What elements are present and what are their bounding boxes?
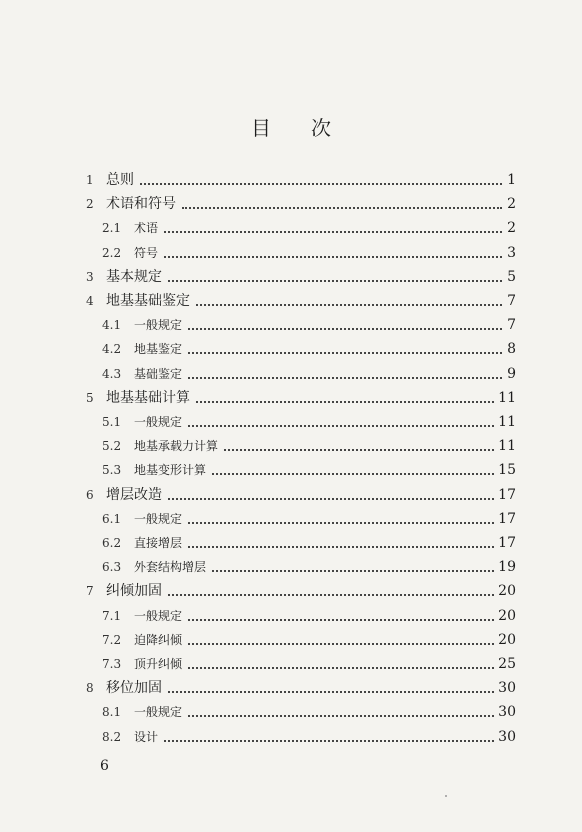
toc-entry-page: 11 <box>498 414 516 430</box>
toc-leader-dots <box>168 498 494 500</box>
toc-entry <box>0 654 582 674</box>
toc-entry-title: 地基鉴定 <box>134 342 183 357</box>
toc-entry-page: 20 <box>498 607 516 624</box>
toc-entry <box>0 364 582 384</box>
toc-leader-dots <box>188 328 502 330</box>
toc-entry <box>0 267 582 287</box>
toc-entry-page: 17 <box>498 535 516 551</box>
toc-leader-dots <box>212 473 494 475</box>
toc-leader-dots <box>188 715 494 717</box>
toc-leader-dots <box>212 570 494 572</box>
toc-entry <box>0 485 582 505</box>
toc-leader-dots <box>188 425 494 427</box>
toc-entry-title: 地基变形计算 <box>134 463 207 478</box>
toc-entry-number: 6.2 <box>102 536 122 550</box>
toc-entry-page: 11 <box>498 389 516 406</box>
toc-entry-number: 6.3 <box>102 560 122 575</box>
toc-entry-title: 符号 <box>134 245 159 260</box>
toc-entry <box>0 412 582 432</box>
toc-entry <box>0 243 582 263</box>
toc-entry <box>0 170 582 190</box>
toc-leader-dots <box>168 594 494 596</box>
toc-entry-number: 7.2 <box>102 632 122 647</box>
toc-entry-number: 4 <box>86 294 94 308</box>
toc-entry-number: 2.2 <box>102 245 122 260</box>
toc-entry-title: 外套结构增层 <box>134 560 207 575</box>
toc-entry <box>0 194 582 214</box>
toc-entry <box>0 509 582 529</box>
toc-entry <box>0 606 582 626</box>
toc-entry-page: 7 <box>507 317 516 334</box>
toc-leader-dots <box>188 643 494 645</box>
toc-entry-page: 1 <box>507 172 516 188</box>
toc-leader-dots <box>168 691 494 693</box>
toc-entry-page: 30 <box>498 704 516 721</box>
toc-leader-dots <box>164 740 494 742</box>
toc-entry-title: 一般规定 <box>134 511 183 526</box>
toc-leader-dots <box>168 280 502 282</box>
toc-entry-number: 3 <box>86 269 94 284</box>
toc-entry-title: 直接增层 <box>134 536 183 550</box>
toc-entry-number: 7.3 <box>102 657 122 671</box>
toc-leader-dots <box>188 377 502 379</box>
toc-leader-dots <box>164 231 502 233</box>
toc-entry-page: 19 <box>498 559 516 576</box>
toc-entry-number: 4.2 <box>102 342 122 357</box>
toc-entry <box>0 388 582 408</box>
toc-entry-title: 一般规定 <box>134 705 183 720</box>
toc-entry-page: 2 <box>507 196 516 213</box>
toc-entry-title: 一般规定 <box>134 608 183 623</box>
scan-speck <box>445 795 447 797</box>
toc-entry-page: 9 <box>507 365 516 382</box>
toc-entry-page: 30 <box>498 728 516 745</box>
toc-leader-dots <box>188 352 502 354</box>
toc-entry <box>0 678 582 698</box>
toc-entry-page: 25 <box>498 656 516 672</box>
toc-entry-number: 5 <box>86 390 94 405</box>
toc-entry-title: 纠倾加固 <box>106 583 162 600</box>
toc-entry-number: 5.2 <box>102 439 122 454</box>
toc-leader-dots <box>164 256 502 258</box>
toc-leader-dots <box>188 667 494 669</box>
toc-entry-number: 5.1 <box>102 415 122 429</box>
toc-entry-number: 8.2 <box>102 729 122 744</box>
toc-entry <box>0 557 582 577</box>
toc-entry-number: 2 <box>86 197 94 212</box>
toc-entry-title: 基本规定 <box>106 268 162 285</box>
toc-entry-page: 17 <box>498 510 516 527</box>
toc-entry-number: 1 <box>86 173 94 187</box>
toc-entry-page: 30 <box>498 680 516 697</box>
page-number: 6 <box>100 758 109 774</box>
toc-leader-dots <box>182 207 502 209</box>
toc-entry-page: 20 <box>498 631 516 648</box>
toc-entry <box>0 315 582 335</box>
toc-entry-title: 总则 <box>106 172 134 188</box>
toc-entry-title: 顶升纠倾 <box>134 657 183 671</box>
toc-entry-page: 17 <box>498 486 516 503</box>
toc-entry <box>0 702 582 722</box>
toc-entry-number: 8.1 <box>102 705 122 720</box>
toc-entry-title: 地基承载力计算 <box>134 439 219 454</box>
toc-entry-page: 15 <box>498 462 516 479</box>
toc-entry-number: 4.1 <box>102 318 122 333</box>
toc-entry-number: 8 <box>86 681 94 696</box>
toc-entry-number: 6.1 <box>102 511 122 526</box>
toc-entry <box>0 339 582 359</box>
toc-entry-page: 8 <box>507 341 516 358</box>
toc-entry <box>0 630 582 650</box>
toc-entry-page: 7 <box>507 293 516 309</box>
toc-entry-title: 一般规定 <box>134 415 183 429</box>
toc-leader-dots <box>224 449 494 451</box>
toc-entry-title: 设计 <box>134 729 159 744</box>
toc-leader-dots <box>188 619 494 621</box>
toc-entry-page: 2 <box>507 220 516 237</box>
toc-entry-page: 20 <box>498 583 516 600</box>
toc-entry-number: 2.1 <box>102 221 122 236</box>
toc-entry-page: 5 <box>507 268 516 285</box>
toc-entry-title: 术语和符号 <box>106 196 176 213</box>
toc-entry <box>0 581 582 601</box>
toc-entry-title: 术语 <box>134 221 159 236</box>
toc-entry-title: 地基基础计算 <box>106 389 190 406</box>
toc-entry-title: 基础鉴定 <box>134 366 183 381</box>
toc-leader-dots <box>188 522 494 524</box>
toc-entry-page: 3 <box>507 244 516 261</box>
toc-entry <box>0 460 582 480</box>
toc-entry-number: 5.3 <box>102 463 122 478</box>
toc-entry-number: 7 <box>86 584 94 599</box>
page-title: 目次 <box>251 116 371 140</box>
toc-entry-title: 增层改造 <box>106 486 162 503</box>
toc-leader-dots <box>140 183 502 185</box>
toc-entry-title: 地基基础鉴定 <box>106 293 190 309</box>
toc-leader-dots <box>196 304 502 306</box>
toc-entry <box>0 727 582 747</box>
toc-entry <box>0 218 582 238</box>
toc-entry-number: 4.3 <box>102 366 122 381</box>
toc-entry <box>0 436 582 456</box>
toc-entry <box>0 291 582 311</box>
toc-entry-number: 7.1 <box>102 608 122 623</box>
toc-entry-title: 迫降纠倾 <box>134 632 183 647</box>
toc-entry-title: 移位加固 <box>106 680 162 697</box>
toc-entry-title: 一般规定 <box>134 318 183 333</box>
toc-entry-page: 11 <box>498 438 516 455</box>
toc-entry-number: 6 <box>86 487 94 502</box>
toc-leader-dots <box>188 546 494 548</box>
toc-entry <box>0 533 582 553</box>
toc-leader-dots <box>196 401 494 403</box>
